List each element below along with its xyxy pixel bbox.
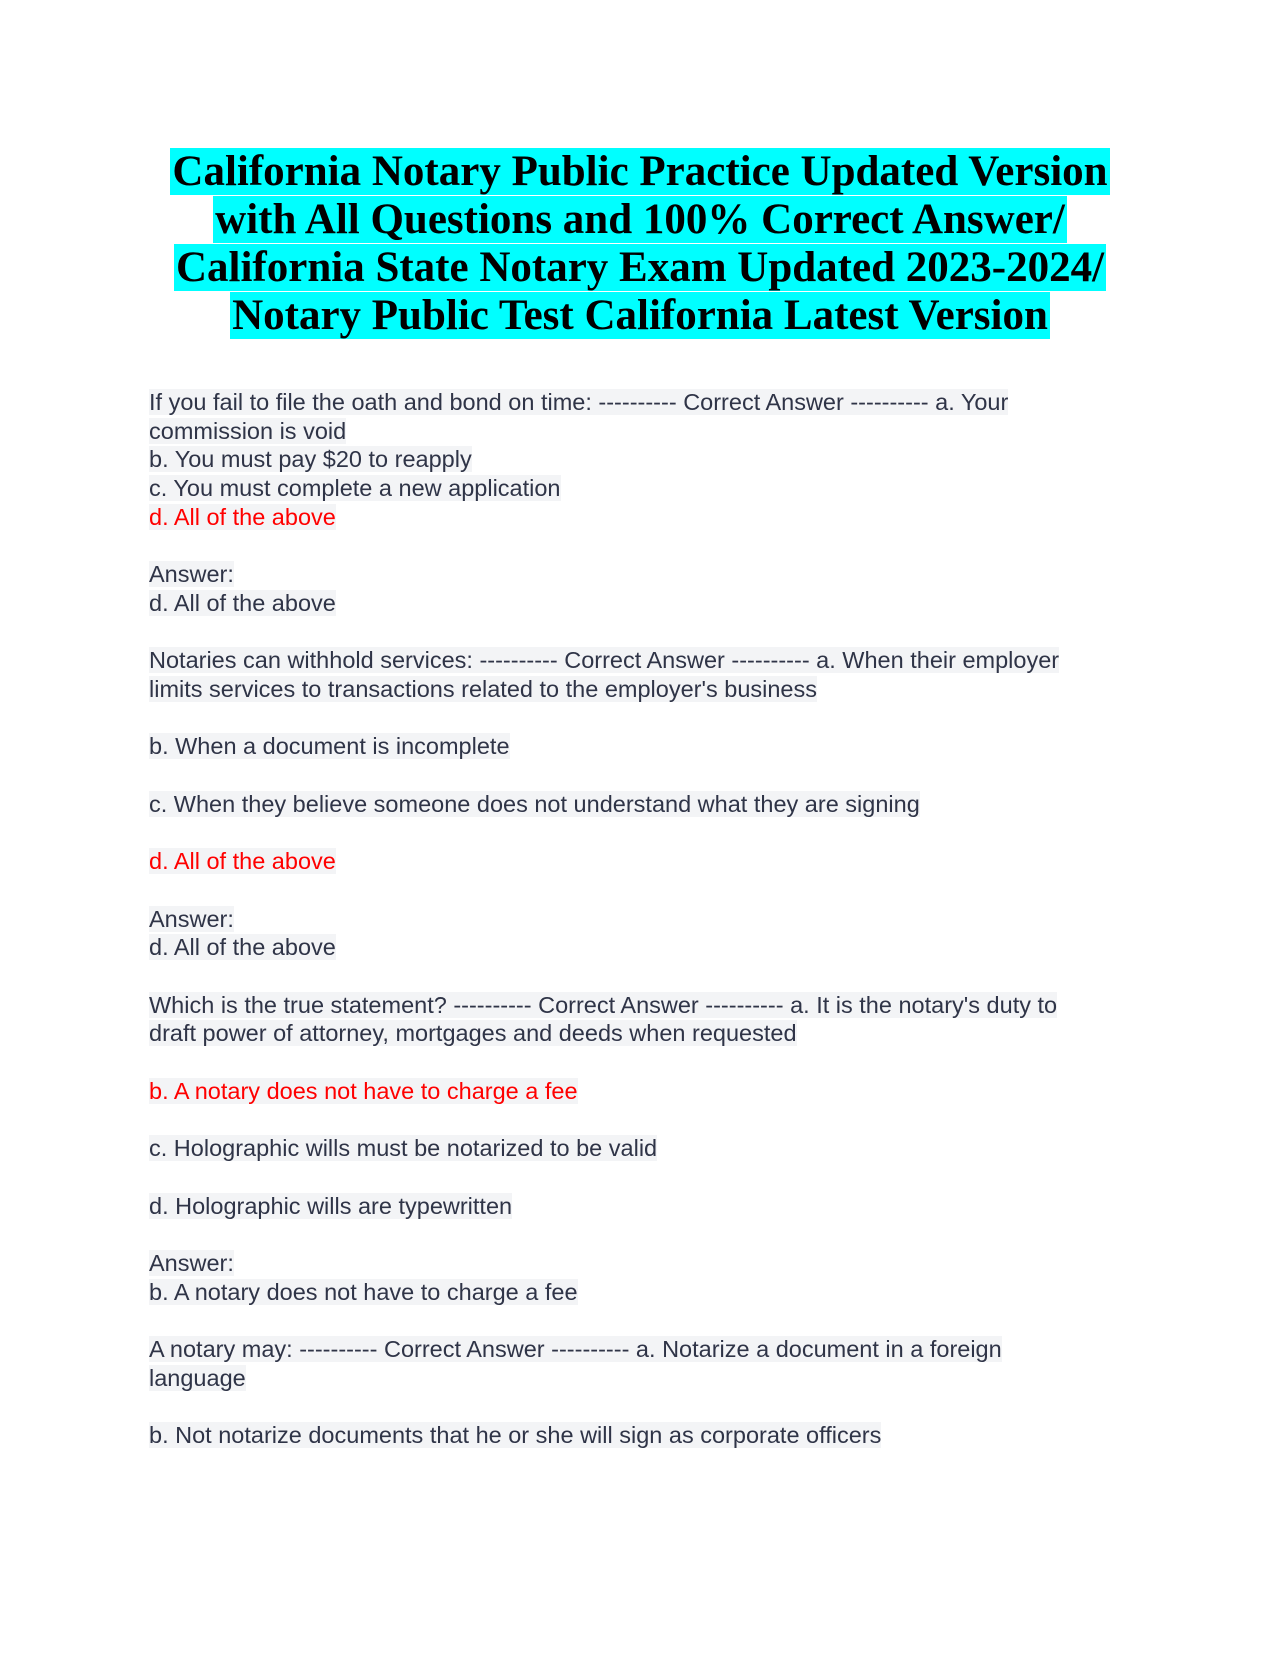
title-line: with All Questions and 100% Correct Answer/ <box>215 196 1065 243</box>
question-text: Which is the true statement? ---------- Correct Answer ---------- a. It is the notary's duty to <box>149 991 1058 1018</box>
answer-label: Answer: <box>149 905 234 932</box>
question-text: language <box>149 1364 246 1391</box>
question-text: draft power of attorney, mortgages and deeds when requested <box>149 1020 797 1047</box>
question-list <box>149 388 1129 1450</box>
answer-value: d. All of the above <box>149 589 336 616</box>
answer-option: b. Not notarize documents that he or she will sign as corporate officers <box>149 1422 882 1449</box>
answer-option: d. Holographic wills are typewritten <box>149 1192 513 1219</box>
question-text: Notaries can withhold services: ---------- Correct Answer ---------- a. When their employer <box>149 647 1060 674</box>
title-line: California Notary Public Practice Updated Version <box>172 148 1108 195</box>
answer-value: d. All of the above <box>149 934 336 961</box>
answer-value: b. A notary does not have to charge a fee <box>149 1278 578 1305</box>
title-line: Notary Public Test California Latest Version <box>232 292 1048 339</box>
correct-option: d. All of the above <box>149 503 336 530</box>
answer-option: b. When a document is incomplete <box>149 733 510 760</box>
answer-label: Answer: <box>149 1249 234 1276</box>
answer-label: Answer: <box>149 561 234 588</box>
question-text: A notary may: ---------- Correct Answer ---------- a. Notarize a document in a foreign <box>149 1336 1002 1363</box>
correct-option: d. All of the above <box>149 848 336 875</box>
document-title <box>0 148 1280 340</box>
answer-option: c. You must complete a new application <box>149 475 561 502</box>
answer-option: b. You must pay $20 to reapply <box>149 446 472 473</box>
title-line: California State Notary Exam Updated 2023-2024/ <box>175 244 1105 291</box>
correct-option: b. A notary does not have to charge a fee <box>149 1077 578 1104</box>
answer-option: c. When they believe someone does not understand what they are signing <box>149 790 920 817</box>
answer-option: c. Holographic wills must be notarized to be valid <box>149 1135 658 1162</box>
question-text: limits services to transactions related to the employer's business <box>149 676 817 702</box>
question-text: If you fail to file the oath and bond on time: ---------- Correct Answer ---------- a. Your <box>149 389 1009 415</box>
question-text: commission is void <box>149 417 347 444</box>
